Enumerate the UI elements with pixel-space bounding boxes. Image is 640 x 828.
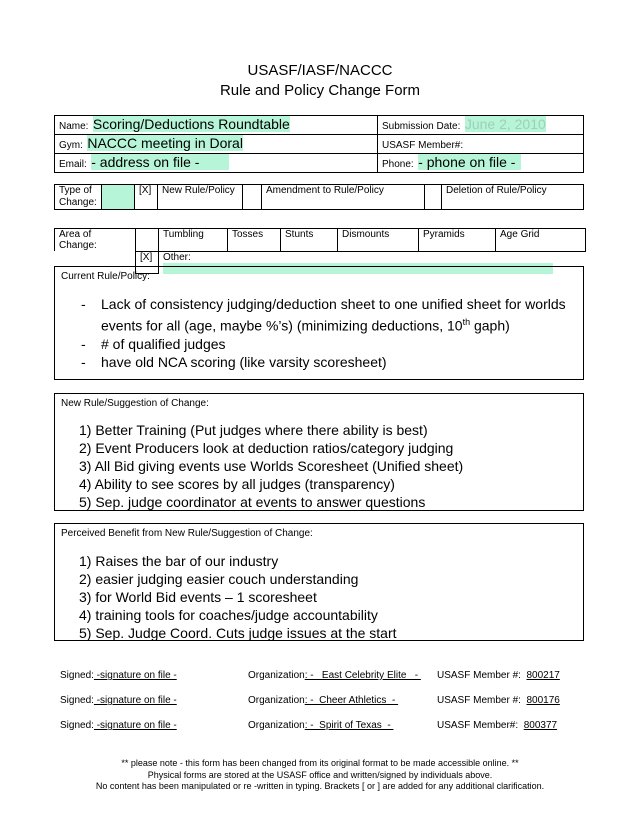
list-item: 3) for World Bid events – 1 scoresheet bbox=[79, 589, 317, 605]
type-of-change-label: Type of Change: bbox=[55, 185, 102, 210]
current-rule-item-3: have old NCA scoring (like varsity scoresheet) bbox=[101, 353, 387, 370]
type-new-rule: New Rule/Policy bbox=[158, 185, 243, 210]
current-rule-item bbox=[81, 295, 581, 335]
footer-note-2: Physical forms are stored at the USASF office and written/signed by individuals above. bbox=[147, 770, 493, 780]
current-rule-item-2: # of qualified judges bbox=[101, 335, 226, 352]
benefit-list bbox=[79, 552, 397, 642]
name-field[interactable]: Scoring/Deductions Roundtable bbox=[92, 116, 290, 132]
organization-label: Organization bbox=[248, 695, 305, 706]
new-rule-box bbox=[54, 393, 584, 511]
type-deletion: Deletion of Rule/Policy bbox=[442, 185, 584, 210]
list-item: 5) Sep. judge coordinator at events to answer questions bbox=[79, 494, 426, 510]
tumbling-checkbox[interactable] bbox=[136, 229, 159, 252]
bullet-dash: - bbox=[81, 353, 86, 370]
new-rule-heading: New Rule/Suggestion of Change: bbox=[61, 398, 209, 409]
organization-label: Organization bbox=[248, 670, 305, 681]
phone-label: Phone: bbox=[382, 159, 414, 170]
signature-row bbox=[60, 695, 177, 706]
signature-value: -signature on file - bbox=[93, 720, 177, 731]
list-item: 5) Sep. Judge Coord. Cuts judge issues at the start bbox=[79, 625, 397, 641]
member-number-value: 800176 bbox=[526, 695, 560, 706]
list-item: 4) training tools for coaches/judge accountability bbox=[79, 607, 378, 623]
area-tosses: Tosses bbox=[228, 229, 281, 252]
current-rule-item-1b: events for all (age, maybe %’s) (minimizing deductions, 10 bbox=[101, 317, 463, 334]
signed-label: Signed: bbox=[60, 670, 94, 681]
member-number-label: USASF Member #: bbox=[437, 670, 521, 681]
type-amendment: Amendment to Rule/Policy bbox=[262, 185, 425, 210]
member-number-value: 800217 bbox=[526, 670, 560, 681]
new-rule-list bbox=[79, 421, 463, 511]
member-number-label: USASF Member #: bbox=[437, 695, 521, 706]
current-rule-item-1c: gaph) bbox=[470, 317, 510, 334]
type-deletion-checkbox[interactable] bbox=[425, 185, 442, 210]
signed-label: Signed: bbox=[60, 720, 94, 731]
area-pyramids: Pyramids bbox=[419, 229, 496, 252]
submission-date-field[interactable]: June 2, 2010 bbox=[464, 116, 546, 132]
name-label: Name: bbox=[59, 121, 89, 132]
info-table bbox=[54, 115, 584, 173]
signature-value: -signature on file - bbox=[93, 670, 177, 681]
bullet-dash: - bbox=[81, 335, 86, 352]
email-field[interactable]: - address on file - bbox=[91, 154, 229, 170]
area-dismounts: Dismounts bbox=[338, 229, 419, 252]
organization-label: Organization bbox=[248, 720, 305, 731]
type-checkbox-blank[interactable] bbox=[102, 185, 135, 210]
organization-row bbox=[248, 670, 421, 681]
area-other-label: Other: bbox=[163, 251, 191, 263]
member-number-value: 800377 bbox=[523, 720, 558, 731]
area-age-grid: Age Grid bbox=[496, 229, 586, 252]
current-rule-item-1a: Lack of consistency judging/deduction sheet to one unified sheet for worlds bbox=[101, 296, 566, 312]
area-stunts: Stunts bbox=[281, 229, 338, 252]
type-of-change-table bbox=[54, 184, 584, 210]
organization-row bbox=[248, 695, 398, 706]
current-rule-list bbox=[81, 295, 581, 371]
email-label: Email: bbox=[59, 159, 87, 170]
list-item: 2) easier judging easier couch understanding bbox=[79, 571, 359, 587]
phone-field[interactable]: - phone on file - bbox=[418, 154, 521, 170]
area-tumbling: Tumbling bbox=[159, 229, 228, 252]
gym-label: Gym: bbox=[59, 140, 83, 151]
current-rule-item bbox=[81, 353, 581, 371]
signed-label: Signed: bbox=[60, 695, 94, 706]
member-number-row bbox=[437, 670, 560, 681]
other-mark[interactable]: [X] bbox=[136, 251, 159, 274]
list-item: 2) Event Producers look at deduction ratios/category judging bbox=[79, 440, 454, 456]
signature-value: -signature on file - bbox=[93, 695, 177, 706]
organization-value: : - Cheer Athletics - bbox=[304, 695, 399, 706]
form-title: USASF/IASF/NACCC bbox=[247, 62, 393, 79]
list-item: 1) Better Training (Put judges where there ability is best) bbox=[79, 422, 428, 438]
organization-value: : - Spirit of Texas - bbox=[304, 720, 394, 731]
current-rule-box bbox=[54, 266, 584, 380]
signature-row bbox=[60, 720, 177, 731]
submission-date-label: Submission Date: bbox=[382, 121, 461, 132]
signature-row bbox=[60, 670, 177, 681]
current-rule-item-1-sup: th bbox=[462, 317, 471, 327]
benefit-box bbox=[54, 523, 584, 641]
list-item: 3) All Bid giving events use Worlds Scoresheet (Unified sheet) bbox=[79, 458, 464, 474]
area-of-change-label: Area of Change: bbox=[55, 229, 136, 252]
footer-note-3: No content has been manipulated or re -written in typing. Brackets [ or ] are added for any additional clarification. bbox=[95, 781, 545, 791]
form-subtitle: Rule and Policy Change Form bbox=[219, 82, 421, 99]
member-label: USASF Member#: bbox=[382, 140, 464, 151]
current-rule-item bbox=[81, 335, 581, 353]
list-item: 4) Ability to see scores by all judges (transparency) bbox=[79, 476, 395, 492]
list-item: 1) Raises the bar of our industry bbox=[79, 553, 279, 569]
gym-field[interactable]: NACCC meeting in Doral bbox=[87, 135, 243, 151]
member-number-label: USASF Member#: bbox=[437, 720, 519, 731]
member-number-row bbox=[437, 720, 557, 731]
footer-note-1: ** please note - this form has been changed from its original format to be made accessible online. ** bbox=[121, 758, 519, 768]
bullet-dash: - bbox=[81, 296, 86, 312]
organization-row bbox=[248, 720, 393, 731]
benefit-heading: Perceived Benefit from New Rule/Suggestion of Change: bbox=[61, 528, 313, 539]
type-new-rule-mark[interactable]: [X] bbox=[135, 185, 158, 210]
type-amendment-checkbox[interactable] bbox=[243, 185, 262, 210]
organization-value: : - East Celebrity Elite - bbox=[304, 670, 421, 681]
member-number-row bbox=[437, 695, 560, 706]
current-rule-heading: Current Rule/Policy: bbox=[61, 271, 150, 282]
